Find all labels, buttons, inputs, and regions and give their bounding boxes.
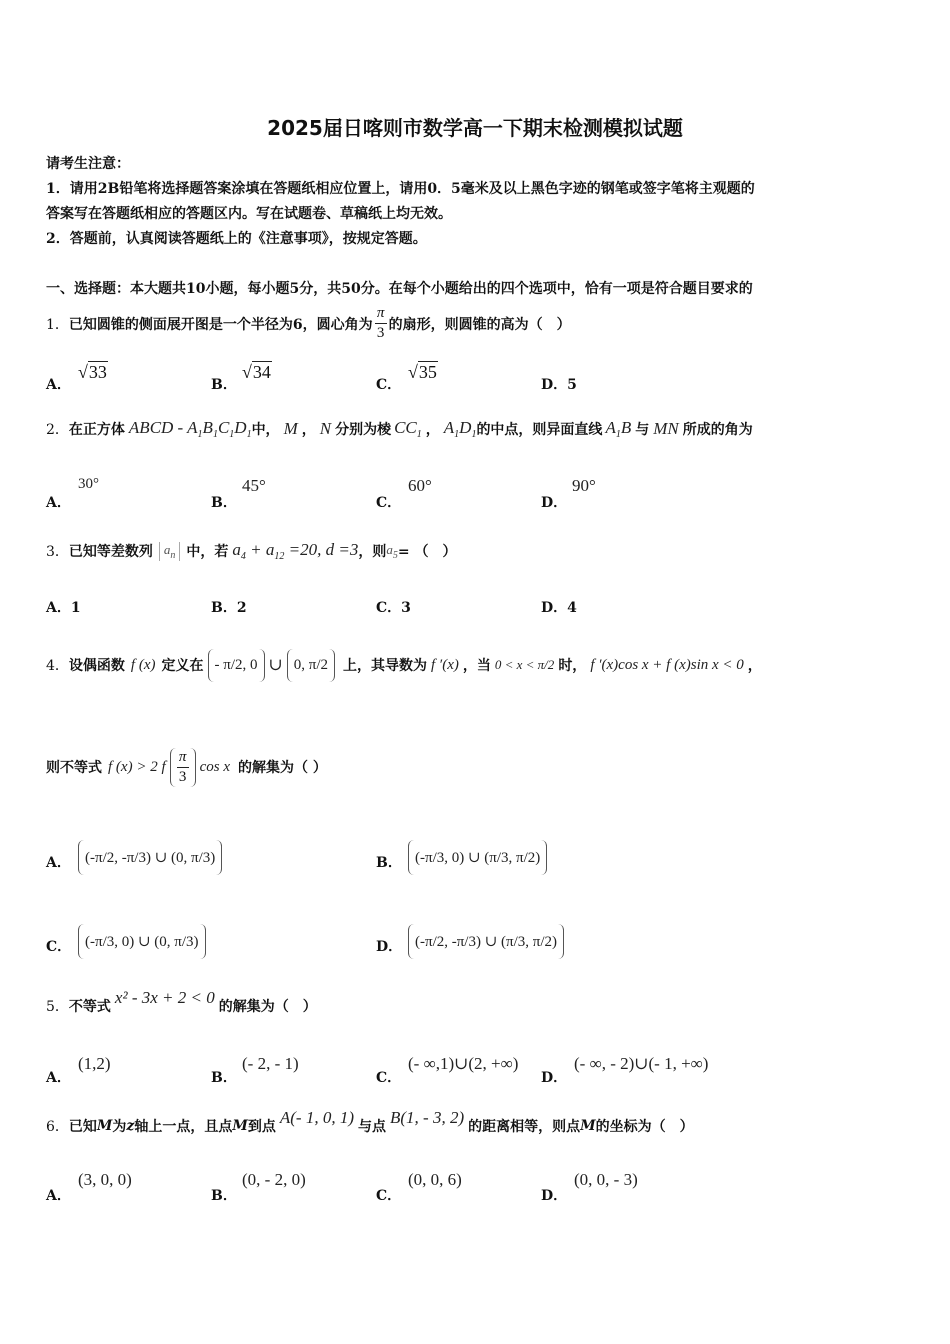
option-label-d[interactable]: D． (376, 939, 403, 955)
option-label-c[interactable]: C． (376, 377, 402, 393)
subscript: 5 (392, 549, 398, 561)
math-text: B (620, 418, 632, 437)
math-m: M (96, 1118, 113, 1134)
option-b-value: 45° (242, 476, 266, 495)
option-a[interactable]: A．1 (46, 600, 81, 616)
point-b: B(1, - 3, 2) (390, 1108, 465, 1127)
fraction-denominator: 3 (178, 768, 187, 785)
question-1 (46, 306, 571, 341)
option-d-value: (- ∞, - 2)∪(- 1, +∞) (574, 1054, 709, 1073)
subscript: 1 (454, 429, 460, 440)
fraction (375, 306, 387, 341)
option-d[interactable]: D．4 (541, 600, 577, 616)
option-label-d[interactable]: D．5 (541, 377, 577, 393)
question-text: 已知等差数列 (68, 544, 153, 560)
question-2 (46, 418, 753, 440)
radicand: 33 (88, 362, 107, 382)
option-label-d[interactable]: D． (541, 495, 568, 511)
question-text: 为 (112, 1119, 127, 1135)
subscript: 4 (240, 551, 246, 562)
option-label-a[interactable]: A． (46, 1070, 71, 1086)
subscript: 1 (229, 429, 235, 440)
math-inequality: f ′(x)cos x + f (x)sin x < 0 (590, 656, 744, 673)
option-label-a[interactable]: A． (46, 855, 71, 871)
math-inequality: x² - 3x + 2 < 0 (114, 988, 215, 1007)
option-label-b[interactable]: B． (376, 855, 402, 871)
question-5 (46, 988, 317, 1016)
question-6 (46, 1108, 694, 1136)
option-b[interactable]: B．2 (211, 600, 247, 616)
option-label-c[interactable]: C． (46, 939, 72, 955)
math-fx: f (x) (130, 656, 156, 673)
subscript: 1 (212, 429, 218, 440)
question-text: 则不等式 (46, 760, 102, 776)
option-a-value: √33 (78, 362, 107, 382)
question-text: 到点 (247, 1119, 276, 1135)
option-b-value: (0, - 2, 0) (242, 1170, 306, 1189)
question-text: 的解集为（ ） (218, 999, 317, 1015)
math-text: + a (245, 540, 275, 559)
option-a-value: (-π/2, -π/3) ∪ (0, π/3) (78, 840, 222, 875)
question-text: 上，其导数为 (343, 658, 427, 674)
fraction-bar (177, 767, 189, 768)
option-b-value: (-π/3, 0) ∪ (π/3, π/2) (408, 840, 547, 875)
option-label-a[interactable]: A． (46, 377, 71, 393)
question-text: 轴上一点，且点 (134, 1119, 233, 1135)
fraction-denominator: 3 (376, 325, 385, 341)
notice-item-1-cont: 答案写在答题纸相应的答题区内。写在试题卷、草稿纸上均无效。 (46, 206, 452, 222)
question-number: 4． (46, 658, 69, 674)
option-c-value: 60° (408, 476, 432, 495)
question-text: 所成的角为 (682, 422, 753, 438)
cube-name: B (202, 418, 213, 437)
math-cos: cos x (199, 758, 231, 775)
math-text: CC (394, 418, 417, 437)
question-text: 的扇形，则圆锥的高为（ ） (388, 316, 571, 333)
notice-item-1: 1．请用2B铅笔将选择题答案涂填在答题纸相应位置上，请用0．5毫米及以上黑色字迹的钢笔或签字笔将主观题的 (46, 181, 755, 197)
math-text: a (163, 541, 171, 557)
math-text: =20, d =3 (284, 540, 359, 559)
section-heading: 一、选择题：本大题共10小题，每小题5分，共50分。在每个小题给出的四个选项中，恰有一项是符合题目要求的 (46, 281, 753, 297)
option-d-value: 90° (572, 476, 596, 495)
question-text: ，则 (358, 544, 387, 560)
math-n: N (319, 419, 332, 438)
option-b-value: (- 2, - 1) (242, 1054, 299, 1073)
question-text: ， (301, 422, 316, 438)
question-text: 的距离相等，则点 (468, 1119, 581, 1135)
fraction-bar (375, 323, 387, 324)
math-inequality-2: f (x) > 2 f (108, 758, 166, 775)
option-label-a[interactable]: A． (46, 495, 71, 511)
question-text: 的中点，则异面直线 (476, 422, 603, 438)
option-label-b[interactable]: B． (211, 1070, 237, 1086)
question-text: 的坐标为（ ） (595, 1119, 694, 1135)
question-text: 与点 (358, 1119, 386, 1135)
domain-left: - π/2, 0 (208, 649, 265, 682)
subscript: n (170, 549, 176, 561)
option-label-d[interactable]: D． (541, 1188, 568, 1204)
question-text: 不等式 (68, 999, 111, 1015)
question-number: 1． (46, 316, 69, 333)
option-label-b[interactable]: B． (211, 1188, 237, 1204)
union-symbol: ∪ (268, 655, 283, 674)
question-text: ， (747, 658, 762, 674)
option-a-value: (1,2) (78, 1054, 111, 1073)
question-text: 的解集为（ ） (238, 760, 327, 776)
question-text: 时， (558, 658, 587, 674)
option-label-c[interactable]: C． (376, 495, 402, 511)
option-c[interactable]: C．3 (376, 600, 411, 616)
fraction (177, 750, 189, 785)
option-label-b[interactable]: B． (211, 377, 237, 393)
option-a-value: 30° (78, 476, 99, 492)
math-text: a (232, 540, 241, 559)
option-label-a[interactable]: A． (46, 1188, 71, 1204)
question-text: = （ ） (397, 544, 457, 560)
radicand: 34 (252, 362, 271, 382)
option-label-b[interactable]: B． (211, 495, 237, 511)
math-a1b (605, 418, 631, 440)
option-c-value: (-π/3, 0) ∪ (0, π/3) (78, 924, 206, 959)
subscript: 1 (416, 429, 422, 440)
question-text: 设偶函数 (68, 658, 125, 674)
domain-right: 0, π/2 (287, 649, 335, 682)
option-a-value: (3, 0, 0) (78, 1170, 132, 1189)
subscript: 1 (471, 429, 477, 440)
question-3 (46, 540, 456, 562)
radicand: 35 (418, 362, 437, 382)
math-mn: MN (653, 419, 679, 438)
option-c-value: (0, 0, 6) (408, 1170, 462, 1189)
option-b-value: √34 (242, 362, 271, 382)
math-a5 (386, 542, 398, 561)
math-text: A (605, 418, 616, 437)
math-cc1 (394, 418, 422, 440)
question-text: 在正方体 (68, 422, 125, 438)
question-text: ，当 (462, 658, 491, 674)
option-d-value: (-π/2, -π/3) ∪ (π/3, π/2) (408, 924, 564, 959)
math-a1d1 (444, 418, 477, 440)
paren-group (170, 748, 196, 787)
math-text: a (386, 541, 393, 557)
option-c-value: √35 (408, 362, 437, 382)
math-sequence (159, 542, 181, 561)
question-number: 6． (46, 1119, 69, 1135)
option-label-c[interactable]: C． (376, 1188, 402, 1204)
question-text: 分别为棱 (335, 422, 392, 438)
math-text: A (443, 418, 455, 437)
question-text: 定义在 (161, 658, 204, 674)
question-text: 已知圆锥的侧面展开图是一个半径为6，圆心角为 (68, 316, 373, 333)
math-text: D (459, 418, 472, 437)
question-4-line-2 (46, 745, 327, 789)
cube-name: D (234, 418, 247, 437)
question-text: 中，若 (186, 544, 229, 560)
subscript: 1 (615, 429, 621, 440)
question-4 (46, 640, 762, 690)
math-m: M (232, 1118, 248, 1134)
math-condition: 0 < x < π/2 (494, 657, 555, 672)
math-z: z (126, 1118, 135, 1134)
subscript: 1 (246, 429, 252, 440)
page-title: 2025届日喀则市数学高一下期末检测模拟试题 (267, 116, 683, 140)
fraction-numerator: π (178, 748, 187, 765)
question-number: 3． (46, 544, 69, 560)
math-equation (232, 540, 358, 562)
question-text: 已知 (68, 1119, 97, 1135)
question-text: ， (425, 422, 440, 438)
cube-name: ABCD - A (128, 418, 198, 437)
question-number: 2． (46, 422, 69, 438)
math-cube (129, 418, 252, 440)
subscript: 1 (197, 429, 203, 440)
option-d-value: (0, 0, - 3) (574, 1170, 638, 1189)
math-derivative: f ′(x) (431, 656, 459, 673)
fraction-numerator: π (376, 305, 385, 321)
math-m: M (283, 419, 298, 438)
option-label-d[interactable]: D． (541, 1070, 568, 1086)
math-m: M (580, 1118, 596, 1134)
subscript: 12 (274, 551, 285, 562)
question-text: 与 (635, 422, 650, 438)
option-c-value: (- ∞,1)∪(2, +∞) (408, 1054, 519, 1073)
point-a: A(- 1, 0, 1) (279, 1108, 354, 1127)
cube-name: C (217, 418, 230, 437)
notice-heading: 请考生注意： (46, 156, 130, 172)
question-number: 5． (46, 999, 69, 1015)
notice-item-2: 2．答题前，认真阅读答题纸上的《注意事项》，按规定答题。 (46, 231, 427, 247)
option-label-c[interactable]: C． (376, 1070, 402, 1086)
question-text: 中， (251, 422, 280, 438)
